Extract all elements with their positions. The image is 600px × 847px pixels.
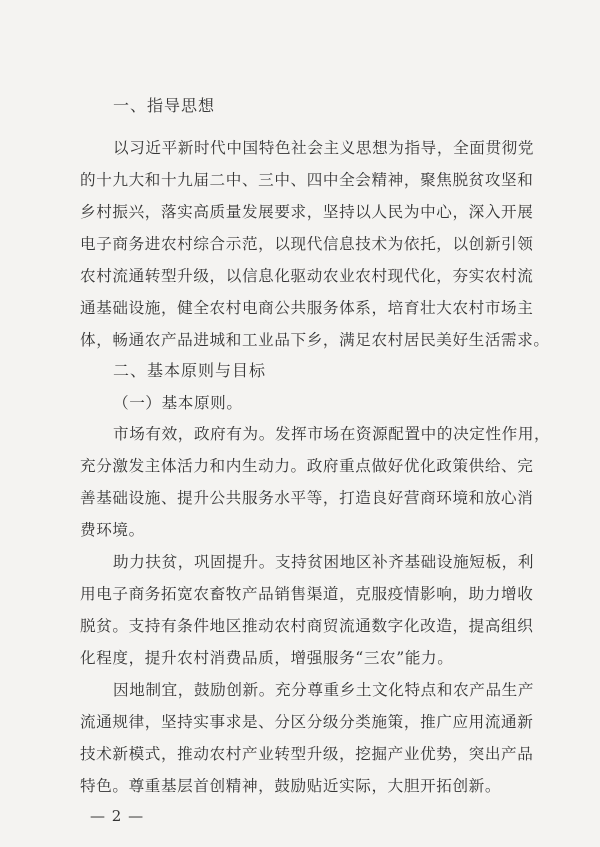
paragraph-line: 市场有效，政府有为。发挥市场在资源配置中的决定性作用，	[113, 425, 551, 443]
paragraph-line: 技术新模式，推动农村产业转型升级，挖掘产业优势，突出产品	[80, 745, 534, 763]
paragraph-line: 以习近平新时代中国特色社会主义思想为指导，全面贯彻党	[113, 139, 535, 157]
section-heading-guiding-thought: 一、指导思想	[113, 96, 216, 115]
page-number: — 2 —	[90, 807, 145, 825]
paragraph-line: 特色。尊重基层首创精神，鼓励贴近实际，大胆开拓创新。	[80, 777, 502, 795]
paragraph-line: 充分激发主体活力和内生动力。政府重点做好优化政策供给、完	[80, 457, 534, 475]
paragraph-line: 体，畅通农产品进城和工业品下乡，满足农村居民美好生活需求。	[80, 331, 550, 349]
paragraph-line: 费环境。	[80, 521, 145, 539]
paragraph-line: 农村流通转型升级，以信息化驱动农业农村现代化，夯实农村流	[80, 267, 534, 285]
paragraph-line: 因地制宜，鼓励创新。充分尊重乡土文化特点和农产品生产	[113, 681, 535, 699]
paragraph-line: 乡村振兴，落实高质量发展要求，坚持以人民为中心，深入开展	[80, 203, 534, 221]
paragraph-line: 通基础设施，健全农村电商公共服务体系，培育壮大农村市场主	[80, 299, 534, 317]
paragraph-line: 助力扶贫，巩固提升。支持贫困地区补齐基础设施短板，利	[113, 553, 535, 571]
paragraph-line: 电子商务进农村综合示范，以现代信息技术为依托，以创新引领	[80, 235, 534, 253]
paragraph-line: 善基础设施、提升公共服务水平等，打造良好营商环境和放心消	[80, 489, 534, 507]
section-heading-principles-goals: 二、基本原则与目标	[113, 361, 267, 380]
paragraph-line: 的十九大和十九届二中、三中、四中全会精神，聚焦脱贫攻坚和	[80, 171, 534, 189]
paragraph-line: 流通规律，坚持实事求是、分区分级分类施策，推广应用流通新	[80, 713, 534, 731]
subsection-heading-basic-principles: （一）基本原则。	[113, 394, 243, 412]
paragraph-line: 化程度，提升农村消费品质，增强服务“三农”能力。	[80, 649, 454, 667]
paragraph-line: 用电子商务拓宽农畜牧产品销售渠道，克服疫情影响，助力增收	[80, 585, 534, 603]
paragraph-line: 脱贫。支持有条件地区推动农村商贸流通数字化改造，提高组织	[80, 617, 534, 635]
